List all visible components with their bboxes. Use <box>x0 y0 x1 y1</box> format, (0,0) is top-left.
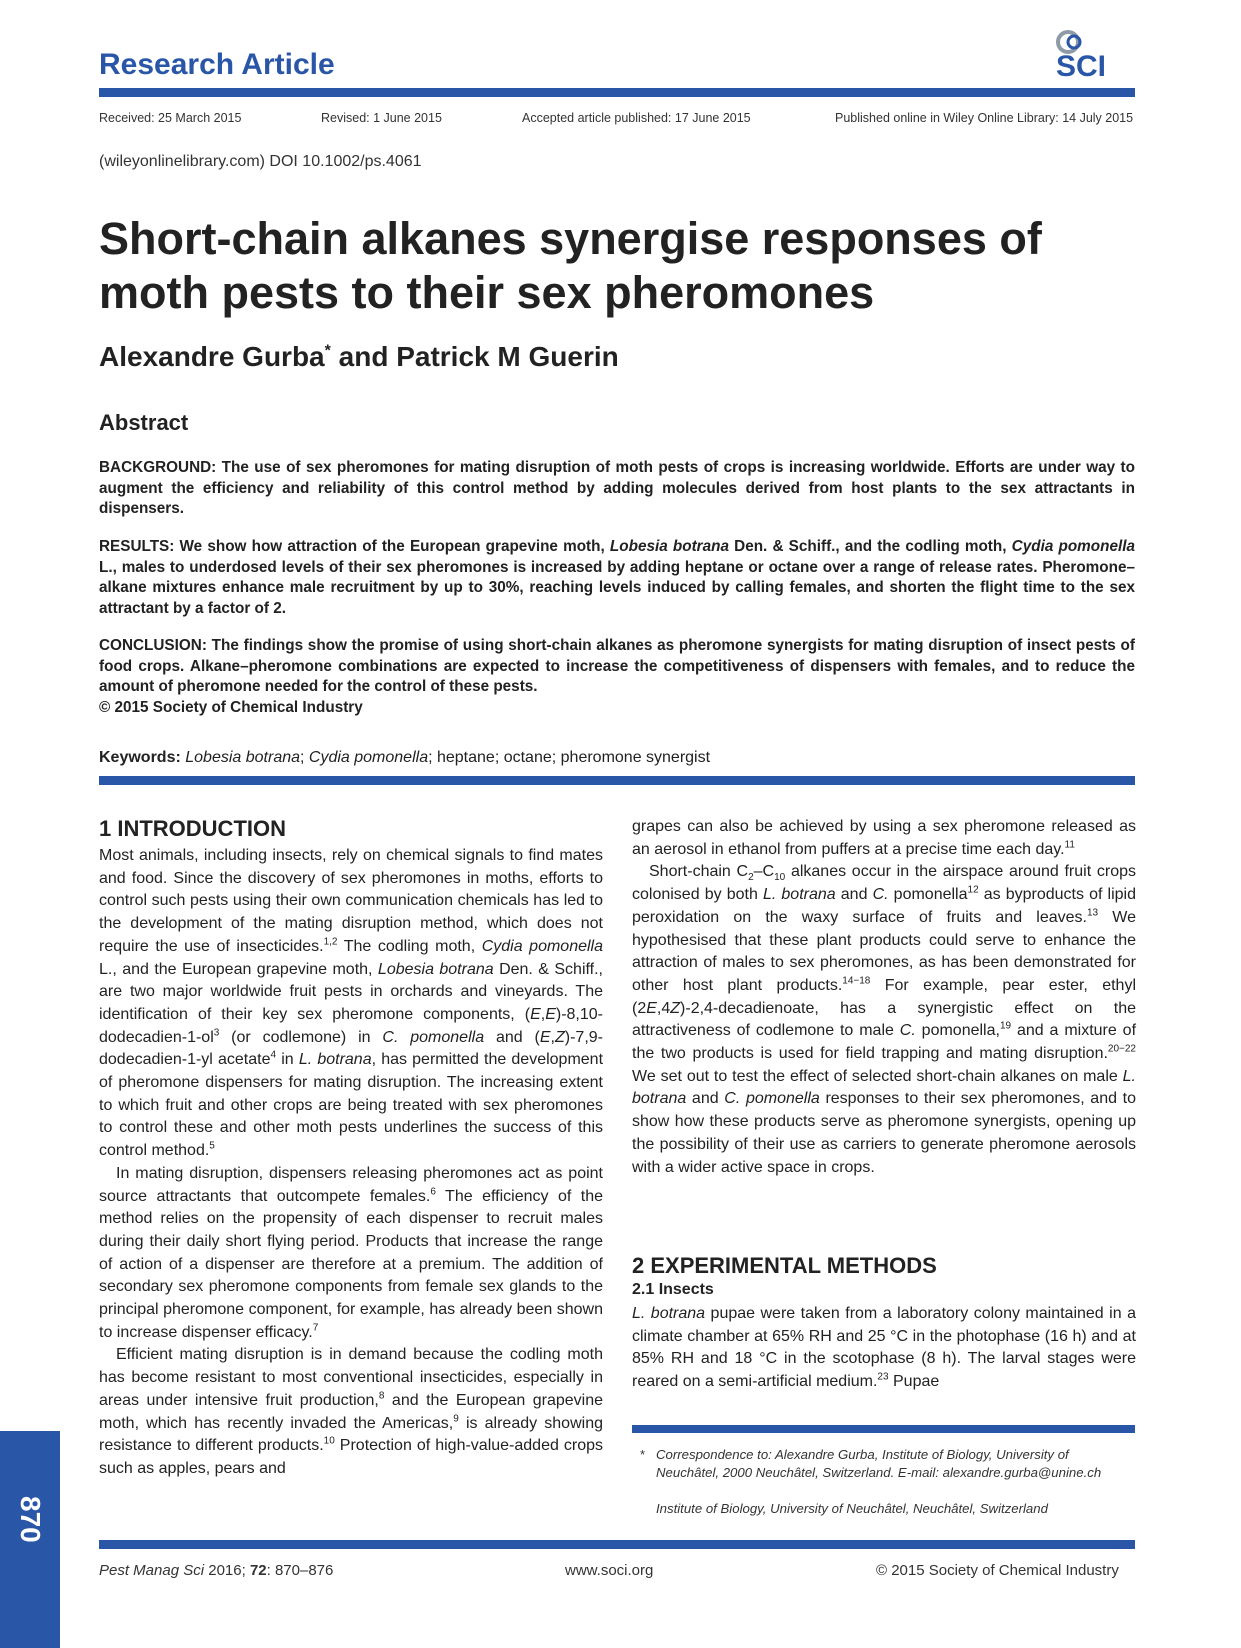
revised-date: Revised: 1 June 2015 <box>321 111 442 125</box>
subsection-heading-insects: 2.1 Insects <box>632 1281 714 1298</box>
header-rule <box>99 88 1135 97</box>
sci-logo <box>1052 26 1134 86</box>
abstract-copyright: © 2015 Society of Chemical Industry <box>99 698 363 716</box>
section-heading-introduction: 1 INTRODUCTION <box>99 816 286 841</box>
correspondence-mark: * <box>640 1447 646 1462</box>
abstract-conclusion <box>99 636 1135 718</box>
results-text: RESULTS: We show how attraction of the European grapevine moth, <box>99 538 610 555</box>
correspondence-rule <box>632 1425 1135 1433</box>
corresponding-mark: * <box>324 342 331 360</box>
abstract-background: BACKGROUND: The use of sex pheromones for mating disruption of moth pests of crops is increasing worldwide. Efforts are under way to augment the efficiency and reliability of this control method by adding molecules derived from host plants to the sex attractants in dispensers. <box>99 459 1135 517</box>
paragraph: Most animals, including insects, rely on chemical signals to find mates and food. Since the discovery of sex pheromones in moths, efforts to control such pests using their own communication chemicals has led to the development of the mating disruption method, which does not require the use of insecticides.$^{1,2}$ The codling moth, Cydia pomonella L., and the European grapevine moth, Lobesia botrana Den. & Schiff., are two major worldwide fruit pests in orchards and vineyards. The identification of their key sex pheromone components, $(E,E)-8,10-dodecadien-1-ol^3$ (or codlemone) in C. pomonella and (E,Z)-7,9-dodecadien-1-yl acetate$^4$ in L. botrana, has permitted the development of pheromone dispensers for mating disruption. The increasing extent to which fruit and other crops are being treated with sex pheromones to control these and other moth pests underlines the success of this control method.$^5$ <box>99 847 604 1160</box>
author-2: and Patrick M Guerin <box>330 341 619 372</box>
paragraph: L. botrana pupae were taken from a laboratory colony maintained in a climate chamber at 65% RH and 25 °C in the photophase (16 h) and at 85% RH and 18 °C in the scotophase (8 h). The larval stages were reared on a semi-artificial medium.$^{23}$ Pupae <box>632 1305 1136 1391</box>
citation-pages: : 870–876 <box>266 1562 334 1579</box>
abstract-rule <box>99 776 1135 785</box>
paragraph: grapes can also be achieved by using a sex pheromone released as an aerosol in ethanol from puffers at a precise time each day.$^{11}$ <box>632 818 1136 858</box>
insects-paragraph <box>632 1303 1136 1394</box>
paragraph: Short-chain $C_2-C_{10}$ alkanes occur in the airspace around fruit crops colonised by both L. botrana and C. pomonella$^{12}$ as byproducts of lipid peroxidation on the waxy surface of fruits and leaves.$^{13}$ We hypothesised that these plant products could serve to enhance the attraction of males to sex pheromones, as has been demonstrated for other host plant products.$^{14-18}$ For example, pear ester, ethyl (2E,4Z)-2,4-decadienoate, has a synergistic effect on the attractiveness of codlemone to male C. pomonella,$^{19}$ and a mixture of the two products is used for field trapping and mating disruption.$^{20-22}$ We set out to test the effect of selected short-chain alkanes on male L. botrana and C. pomonella responses to their sex pheromones, and to show how these products serve as pheromone synergists, opening up the possibility of their use as carriers to generate pheromone aerosols with a wider active space in crops. <box>632 863 1137 1176</box>
footer-rule <box>99 1540 1135 1549</box>
conclusion-text: CONCLUSION: The findings show the promise of using short-chain alkanes as pheromone synergists for mating disruption of insect pests of food crops. Alkane–pheromone combinations are expected to increase the competitiveness of dispensers with females, and to reduce the amount of pheromone needed for the control of these pests. <box>99 637 1135 695</box>
paragraph: In mating disruption, dispensers releasing pheromones act as point source attractants that outcompete females.$^6$ The efficiency of the method relies on the propensity of each dispenser to recruit males during their daily short flying period. Products that increase the range of action of a dispenser are therefore at a premium. The addition of secondary sex pheromone components from female sex glands to the principal pheromone component, for example, has already been shown to increase dispenser efficacy.$^7$ <box>99 1164 603 1341</box>
results-text: Den. & Schiff., and the codling moth, <box>728 538 1012 555</box>
correspondence-text: Correspondence to: Alexandre Gurba, Institute of Biology, University of Neuchâtel, 2000 Neuchâtel, Switzerland. E-mail: alexandre.gurba@unine.ch <box>656 1447 1102 1480</box>
authors <box>99 341 619 373</box>
website-link[interactable]: www.soci.org <box>565 1562 654 1579</box>
correspondence <box>632 1446 1135 1482</box>
right-column <box>632 816 1136 1179</box>
results-text: L., males to underdosed levels of their sex pheromones is increased by adding heptane or octane over a range of release rates. Pheromone–alkane mixtures enhance male recruitment by up to 30%, reaching levels induced by calling females, and shorten the flight time to the sex attractant by a factor of 2. <box>99 558 1135 617</box>
citation-year: 2016; <box>204 1562 250 1579</box>
doi[interactable]: (wileyonlinelibrary.com) DOI 10.1002/ps.4061 <box>99 153 422 170</box>
affiliation-text: Institute of Biology, University of Neuchâtel, Neuchâtel, Switzerland <box>656 1501 1048 1516</box>
author-1: Alexandre Gurba <box>99 341 325 372</box>
abstract-results <box>99 537 1135 619</box>
keyword: Lobesia botrana <box>185 749 301 766</box>
paragraph: Efficient mating disruption is in demand because the codling moth has become resistant to most conventional insecticides, especially in areas under intensive fruit production,$^8$ and the European grapevine moth, which has recently invaded the Americas,$^9$ is already showing resistance to different products.$^{10}$ Protection of high-value-added crops such as apples, pears and <box>99 1346 604 1477</box>
title-line-1: Short-chain alkanes synergise responses of <box>99 213 1042 264</box>
footer-copyright: © 2015 Society of Chemical Industry <box>876 1562 1119 1579</box>
keyword-list: ; heptane; octane; pheromone synergist <box>428 749 711 766</box>
affiliation <box>632 1500 1135 1518</box>
left-column <box>99 845 603 1481</box>
journal-citation <box>99 1562 333 1579</box>
article-title <box>99 212 1139 320</box>
title-line-2: moth pests to their sex pheromones <box>99 267 875 318</box>
published-date: Published online in Wiley Online Library: 14 July 2015 <box>835 111 1134 125</box>
article-type-label: Research Article <box>99 48 335 81</box>
keywords-label: Keywords: <box>99 749 181 766</box>
sci-logo-icon <box>1052 26 1134 86</box>
abstract-heading: Abstract <box>99 410 189 435</box>
keyword: Cydia pomonella <box>308 749 429 766</box>
keywords: Keywords: Lobesia botrana; Cydia pomonella; heptane; octane; pheromone synergist <box>99 749 711 766</box>
journal-name: Pest Manag Sci <box>99 1562 205 1579</box>
accepted-date: Accepted article published: 17 June 2015 <box>522 111 751 125</box>
received-date: Received: 25 March 2015 <box>99 111 242 125</box>
species-name: Cydia pomonella <box>1011 538 1135 555</box>
page-number: 870 <box>15 1496 46 1543</box>
svg-text:SCI: SCI <box>1056 50 1107 83</box>
species-name: Lobesia botrana <box>609 538 729 555</box>
citation-volume: 72 <box>249 1562 267 1579</box>
section-heading-methods: 2 EXPERIMENTAL METHODS <box>632 1253 937 1278</box>
